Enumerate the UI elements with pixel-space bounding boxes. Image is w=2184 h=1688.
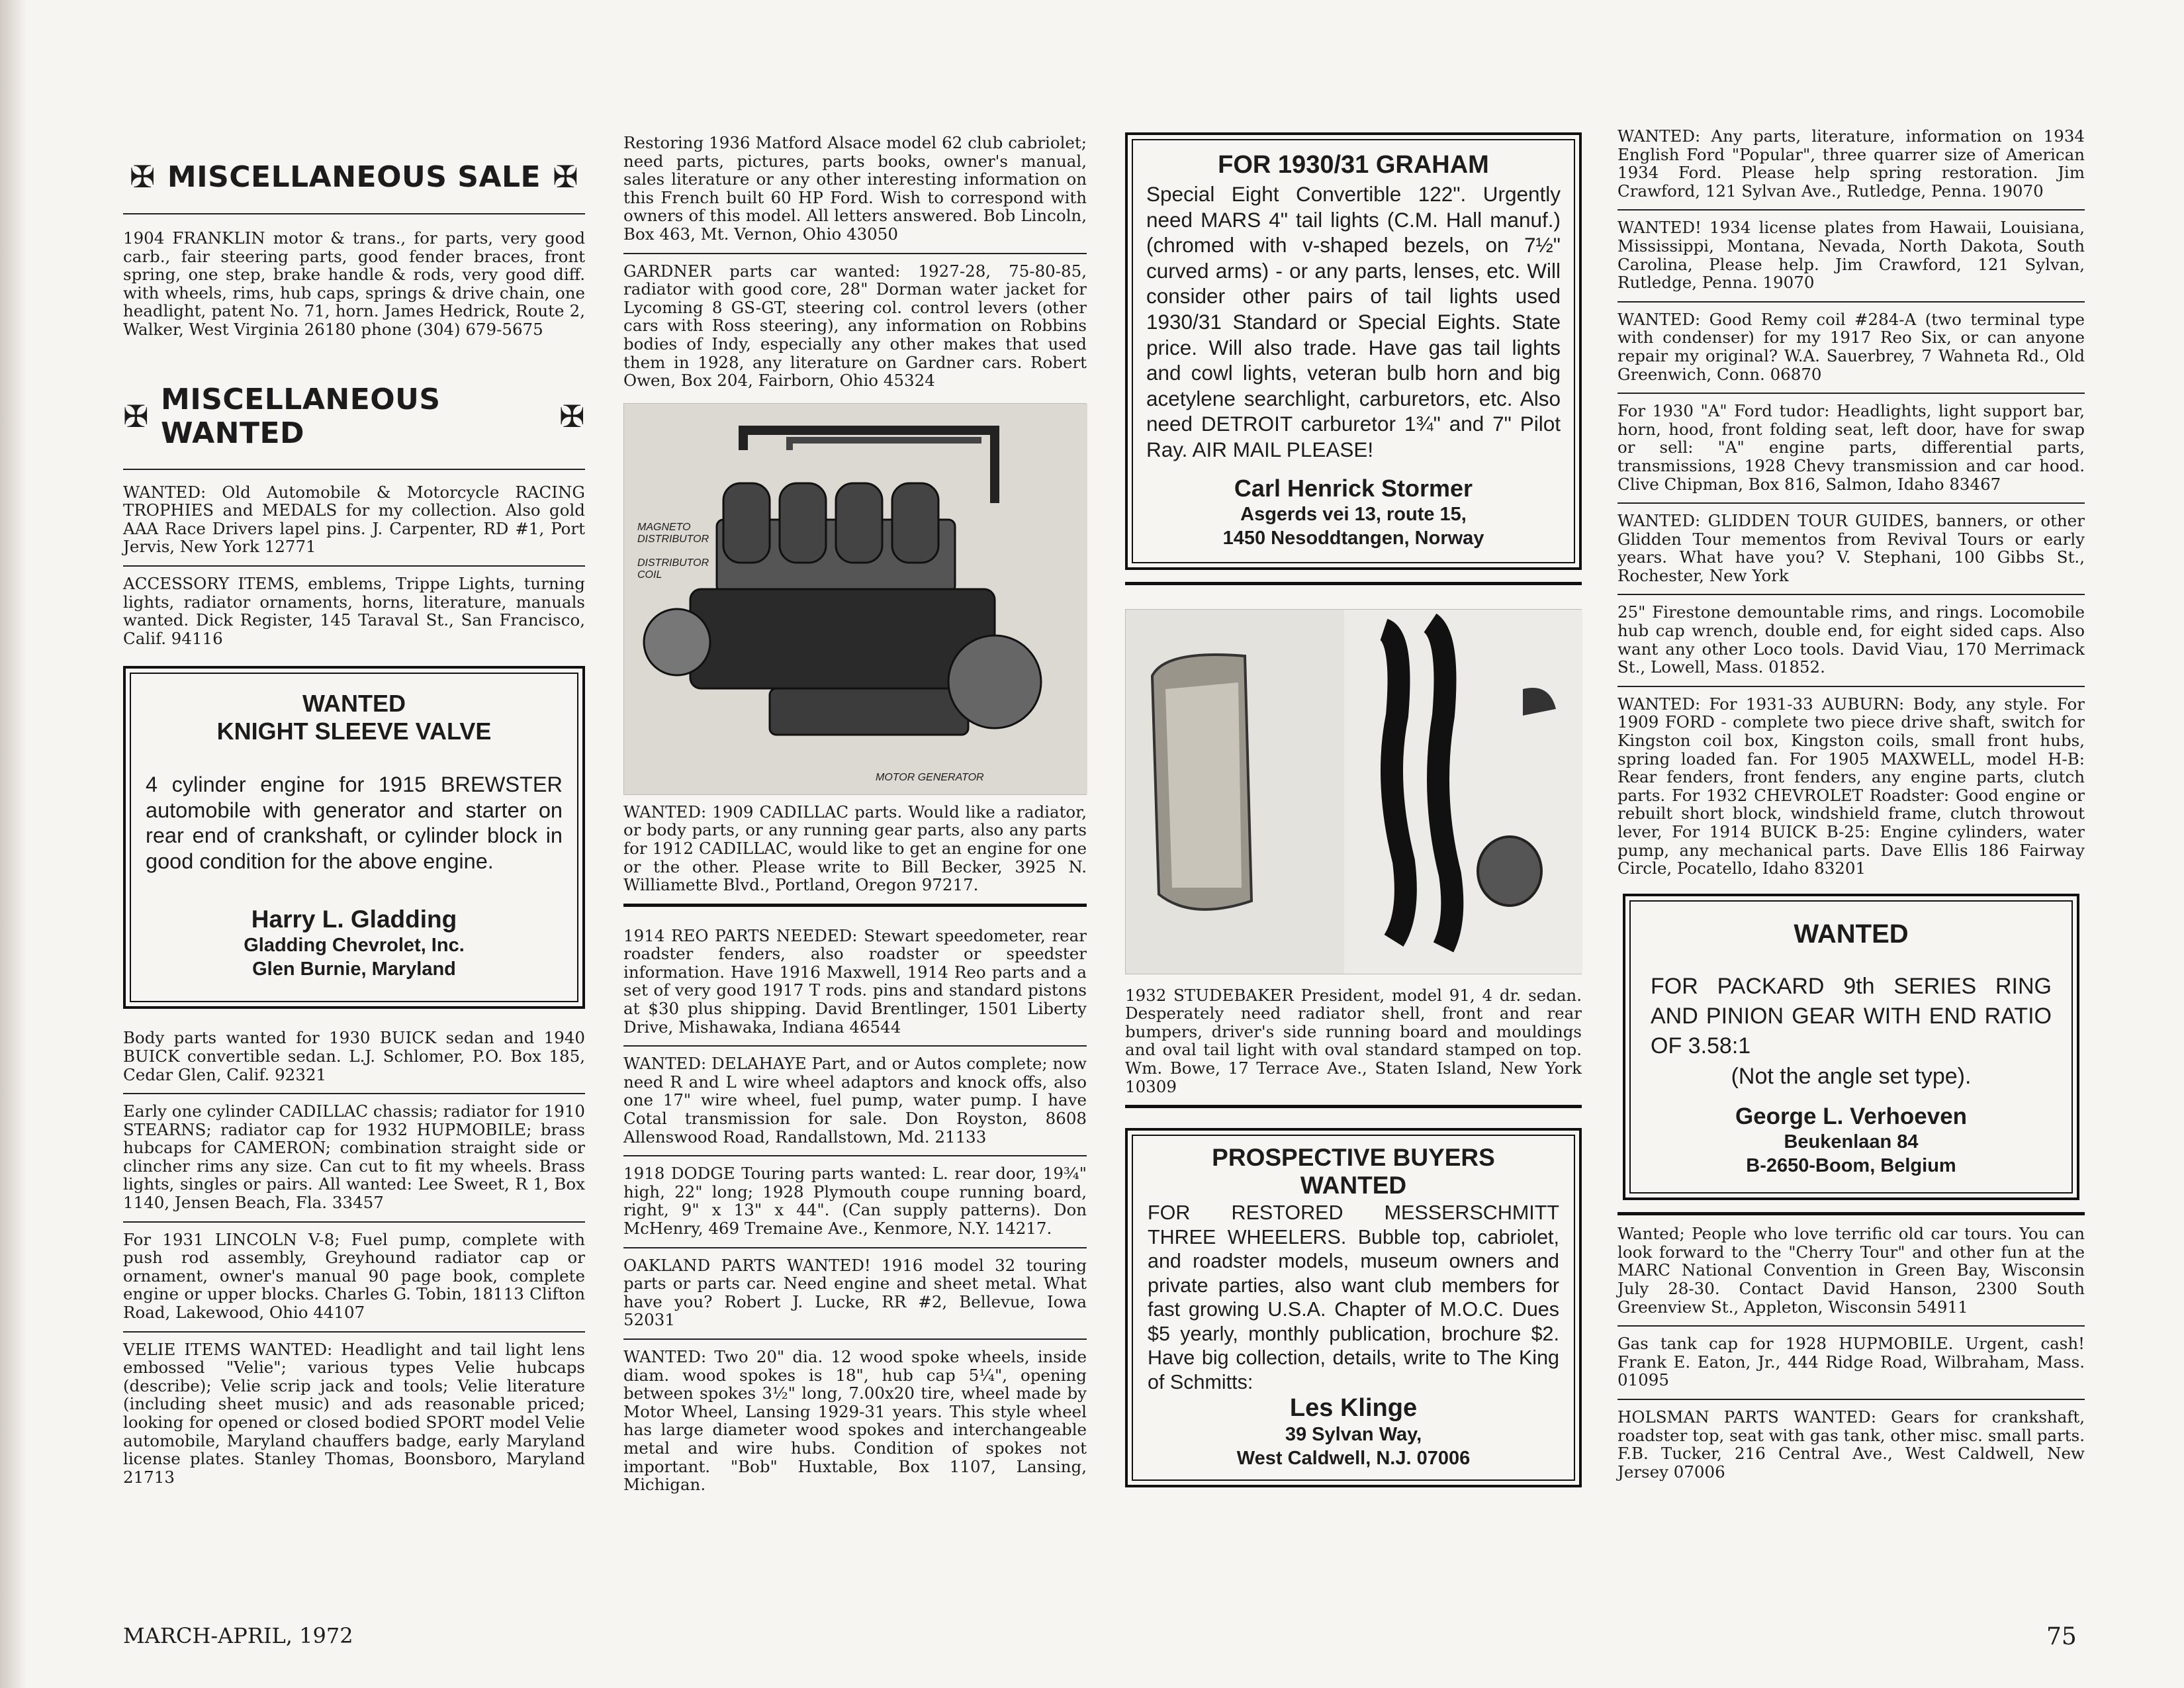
display-ad-graham — [1125, 132, 1582, 570]
ad-contact-line: 39 Sylvan Way, — [1285, 1424, 1422, 1446]
classified-ad: ACCESSORY ITEMS, emblems, Trippe Lights, turning lights, radiator ornaments, horns, literature, manuals wanted. Dick Register, 145 Taraval St., San Francisco, Calif. 94116 — [123, 573, 585, 648]
classified-ad: WANTED: DELAHAYE Part, and or Autos complete; now need R and L wire wheel adaptors and knock offs, also one 17" wire wheel, fuel pump, water pump. I have Cotal transmission for sale. Don Royston, 8608 Allenswood Road, Randallstown, Md. 21133 — [623, 1047, 1087, 1156]
ad-body: Special Eight Convertible 122". Urgently need MARS 4" tail lights (C.M. Hall manuf.) (chromed with v-shaped bezels, on 7½" curved arms) - or any parts, lenses, etc. Will consider other pairs of tail lights used 1930/31 Standard or Special Eights. State price. Will also trade. Have gas tail lights and cowl lights, veteran bulb horn and big acetylene searchlight, carburetors, etc. Also need DETROIT carburetor 1¾" and 7" Pilot Ray. AIR MAIL PLEASE! — [1146, 182, 1561, 461]
ad-contact-line: Asgerds vei 13, route 15, — [1240, 503, 1467, 525]
photo-label-distributor-coil: DISTRIBUTOR COIL — [637, 557, 709, 581]
misc-wanted-title: MISCELLANEOUS WANTED — [161, 382, 441, 450]
ad-body: FOR RESTORED MESSERSCHMITT THREE WHEELERS. Bubble top, cabriolet, and roadster models, museum owners and private parties, also want club members for fast growing U.S.A. Chapter of M.O.C. Dues $5 yearly, monthly publication, brochure $2. Have big collection, details, write to The King of Schmitts: — [1148, 1201, 1559, 1393]
classified-ad: 1918 DODGE Touring parts wanted: L. rear door, 19¾" high, 22" long; 1928 Plymouth coupe running board, right, 9" x 13" x 44". (Can supply patterns). Don McHenry, 469 Tremaine Ave., Kenmore, N.Y. 14217. — [623, 1156, 1087, 1248]
ad-title: WANTED — [302, 690, 406, 718]
crossed-wrenches-icon: ✠ — [559, 398, 585, 434]
classified-ad: Wanted; People who love terrific old car tours. You can look forward to the "Cherry Tour" and other fun at the MARC National Convention in Green Bay, Wisconsin July 28-30. Contact David Hanson, 2300 South Greenview St., Appleton, Wisconsin 54911 — [1617, 1212, 2085, 1327]
misc-wanted-header — [123, 357, 585, 470]
classified-ad: Body parts wanted for 1930 BUICK sedan and 1940 BUICK convertible sedan. L.J. Schlomer, P.O. Box 185, Cedar Glen, Calif. 92321 — [123, 1021, 585, 1094]
column-4 — [1617, 119, 2085, 1490]
ad-title: PROSPECTIVE BUYERS — [1212, 1144, 1495, 1172]
display-ad-messerschmitt — [1125, 1128, 1582, 1487]
page-number: 75 — [2046, 1623, 2077, 1650]
issue-date: MARCH-APRIL, 1972 — [123, 1623, 353, 1648]
ad-contact-line: Glen Burnie, Maryland — [252, 959, 456, 980]
display-ad-packard — [1623, 894, 2079, 1201]
ad-contact-line: Beukenlaan 84 — [1784, 1131, 1919, 1153]
radiator-shell-illustration — [1126, 610, 1582, 974]
classified-ad: HOLSMAN PARTS WANTED: Gears for crankshaft, roadster top, seat with gas tank, other misc. small parts. F.B. Tucker, 216 Central Ave., West Caldwell, New Jersey 07006 — [1617, 1407, 2085, 1481]
classified-ad: VELIE ITEMS WANTED: Headlight and tail light lens embossed "Velie"; various types Velie hubcaps (describe); Velie scrip jack and tools; Velie literature (including sheet music) and ads reasonable priced; looking for opened or closed bodied SPORT model Velie automobile, Maryland chauffers badge, early Maryland license plates. Stanley Thomas, Boonsboro, Maryland 21713 — [123, 1339, 585, 1487]
classified-ad: WANTED: Old Automobile & Motorcycle RACING TROPHIES and MEDALS for my collection. Also gold AAA Race Drivers lapel pins. J. Carpenter, RD #1, Port Jervis, New York 12771 — [123, 470, 585, 567]
ad-contact-line: B-2650-Boom, Belgium — [1746, 1155, 1956, 1177]
display-ad-knight-sleeve — [123, 666, 585, 1009]
classified-ad: 1904 FRANKLIN motor & trans., for parts, very good carb., fair steering parts, good fender braces, front spring, one step, brake handle & rods, very good diff. with wheels, rims, hub caps, springs & drive chain, one headlight, patent No. 71, horn. James Hedrick, Route 2, Walker, West Virginia 26180 phone (304) 679-5675 — [123, 228, 585, 339]
crossed-wrenches-icon: ✠ — [129, 159, 156, 195]
classified-ad: For 1931 LINCOLN V-8; Fuel pump, complete with push rod assembly, Greyhound radiator cap or ornament, owner's manual 90 page book, complete engine or upper blocks. Charles G. Tobin, 18113 Clifton Road, Lakewood, Ohio 44107 — [123, 1223, 585, 1333]
classified-ad: Early one cylinder CADILLAC chassis; radiator for 1910 STEARNS; radiator cap for 1932 HUPMOBILE; brass hubcaps for CAMERON; combination straight side or clincher rims any size. Can cut to fit my wheels. Brass lights, singles or pairs. All wanted: Lee Sweet, R 1, Box 1140, Jensen Beach, Fla. 33457 — [123, 1094, 585, 1223]
ad-contact-line: West Caldwell, N.J. 07006 — [1236, 1448, 1471, 1470]
classified-ad: WANTED: For 1931-33 AUBURN: Body, any style. For 1909 FORD - complete two piece drive shaft, switch for Kingston coil box, Kingston coils, small front hubs, spring loaded fan. For 1905 MAXWELL, model H-B: Rear fenders, front fenders, any engine parts, clutch parts. For 1932 CHEVROLET Roadster: Good engine or rebuilt short block, windshield frame, clutch throwout lever, For 1914 BUICK B-25: Engine cylinders, water pump, any mechanical parts. Dave Ellis 186 Fairway Circle, Pocatello, Idaho 83201 — [1617, 694, 2085, 878]
classified-ad: 25" Firestone demountable rims, and rings. Locomobile hub cap wrench, double end, for eight sided caps. Also want any other Loco tools. David Viau, 170 Merrimack St., Lowell, Mass. 01852. — [1617, 595, 2085, 686]
classified-ad: 1914 REO PARTS NEEDED: Stewart speedometer, rear roadster fenders, also roadster or speedster information. Have 1916 Maxwell, 1914 Reo parts and a set of very good 1917 T rods. pins and standard pistons at $30 plus shipping. David Brentlinger, 1501 Liberty Drive, Mishawaka, Indiana 46544 — [623, 907, 1087, 1047]
ad-title: WANTED — [1794, 919, 1909, 949]
classified-ad: For 1930 "A" Ford tudor: Headlights, light support bar, horn, hood, front folding seat, left door, have for swap or sell: "A" engine parts, differential parts, transmissions, 1928 Chevy transmission and car hood. Clive Chipman, Box 816, Salmon, Idaho 83467 — [1617, 394, 2085, 504]
ad-title: WANTED — [1300, 1172, 1407, 1199]
classified-ad: WANTED: Two 20" dia. 12 wood spoke wheels, inside diam. wood spokes is 18", hub cap 5¼", opening between spokes 3½" long, 7.00x20 tire, wheel made by Motor Wheel, Lansing 1929-31 years. This style wheel has large diameter wood spokes and interchangeable metal and wire hubs. Condition of spokes not important. "Bob" Huxtable, Box 1107, Lansing, Michigan. — [623, 1346, 1087, 1495]
photo-label-magneto: MAGNETO DISTRIBUTOR — [637, 521, 709, 545]
ad-contact-name: Harry L. Gladding — [251, 906, 457, 933]
column-2 — [623, 126, 1087, 1503]
classified-ad: Restoring 1936 Matford Alsace model 62 club cabriolet; need parts, pictures, parts books, owner's manual, sales literature or any other interesting information on this French built 60 HP Ford. Wish to correspond with owners of this model. All letters answered. Bob Lincoln, Box 463, Mt. Vernon, Ohio 43050 — [623, 126, 1087, 254]
crossed-wrenches-icon: ✠ — [123, 398, 150, 434]
ad-note: (Not the angle set type). — [1731, 1063, 1972, 1089]
classified-ad: WANTED: Good Remy coil #284-A (two terminal type with condenser) for my 1917 Reo Six, or can anyone repair my original? W.A. Sauerbrey, 7 Wahneta Rd., Old Greenwich, Conn. 06870 — [1617, 303, 2085, 394]
classified-ad: GARDNER parts car wanted: 1927-28, 75-80-85, radiator with good core, 28" Dorman water jacket for Lycoming 8 GS-GT, steering col. control levers (other cars with Ross steering), any information on Robbins bodies of Indy, especially any other makes that used them in 1928, any literature on Gardner cars. Robert Owen, Box 204, Fairborn, Ohio 45324 — [623, 261, 1087, 391]
misc-sale-title: MISCELLANEOUS SALE — [167, 160, 541, 194]
ad-contact-name: Les Klinge — [1289, 1394, 1418, 1423]
studebaker-parts-photo — [1125, 609, 1582, 974]
classified-ad: Gas tank cap for 1928 HUPMOBILE. Urgent, cash! Frank E. Eaton, Jr., 444 Ridge Road, Wilbraham, Mass. 01095 — [1617, 1327, 2085, 1400]
classified-ad: WANTED: GLIDDEN TOUR GUIDES, banners, or other Glidden Tour mementos from Revival Tours or early years. What have you? V. Stephani, 100 Gibbs St., Rochester, New York — [1617, 504, 2085, 595]
ad-title: KNIGHT SLEEVE VALVE — [216, 718, 492, 745]
divider — [1125, 582, 1582, 585]
ad-contact-name: Carl Henrick Stormer — [1234, 474, 1473, 502]
column-1 — [123, 126, 585, 1495]
ad-contact-name: George L. Verhoeven — [1735, 1103, 1968, 1130]
page-gutter-shadow — [0, 0, 26, 1688]
misc-sale-header — [123, 126, 585, 214]
engine-illustration — [624, 404, 1087, 794]
crossed-wrenches-icon: ✠ — [553, 159, 579, 195]
ad-title: FOR 1930/31 GRAHAM — [1218, 151, 1489, 179]
engine-photo — [623, 403, 1087, 795]
ad-contact-line: Gladding Chevrolet, Inc. — [244, 935, 465, 957]
ad-body: 4 cylinder engine for 1915 BREWSTER automobile with generator and starter on rear end of crankshaft, or cylinder block in good condition for the above engine. — [146, 773, 563, 873]
ad-contact-line: 1450 Nesoddtangen, Norway — [1222, 527, 1484, 549]
classified-ad: WANTED: 1909 CADILLAC parts. Would like a radiator, or body parts, or any running gear parts, also any parts for 1912 CADILLAC, would like to get an engine for one or the other. Please write to Bill Becker, 3925 N. Williamette Blvd., Portland, Oregon 97217. — [623, 795, 1087, 907]
column-3 — [1125, 132, 1582, 1499]
classified-ad: WANTED: Any parts, literature, information on 1934 English Ford "Popular", three quarrer size of American 1934 Ford. Please help spring restoration. Jim Crawford, 121 Sylvan Ave., Rutledge, Penna. 19070 — [1617, 119, 2085, 211]
photo-label-generator: MOTOR GENERATOR — [876, 771, 984, 783]
classified-ad: OAKLAND PARTS WANTED! 1916 model 32 touring parts or parts car. Need engine and sheet metal. What have you? Robert J. Lucke, RR #2, Bellevue, Iowa 52031 — [623, 1248, 1087, 1340]
ad-body: FOR PACKARD 9th SERIES RING AND PINION GEAR WITH END RATIO OF 3.58:1 — [1651, 973, 2052, 1058]
classified-ad: 1932 STUDEBAKER President, model 91, 4 dr. sedan. Desperately need radiator shell, front and rear bumpers, driver's side running board and mouldings and oval tail light with oval standard stamped on top. Wm. Bowe, 17 Terrace Ave., Staten Island, New York 10309 — [1125, 974, 1582, 1109]
classified-ad: WANTED! 1934 license plates from Hawaii, Louisiana, Mississippi, Montana, Nevada, North Dakota, South Carolina, Please help. Jim Crawford, 121 Sylvan, Rutledge, Penna. 19070 — [1617, 211, 2085, 302]
